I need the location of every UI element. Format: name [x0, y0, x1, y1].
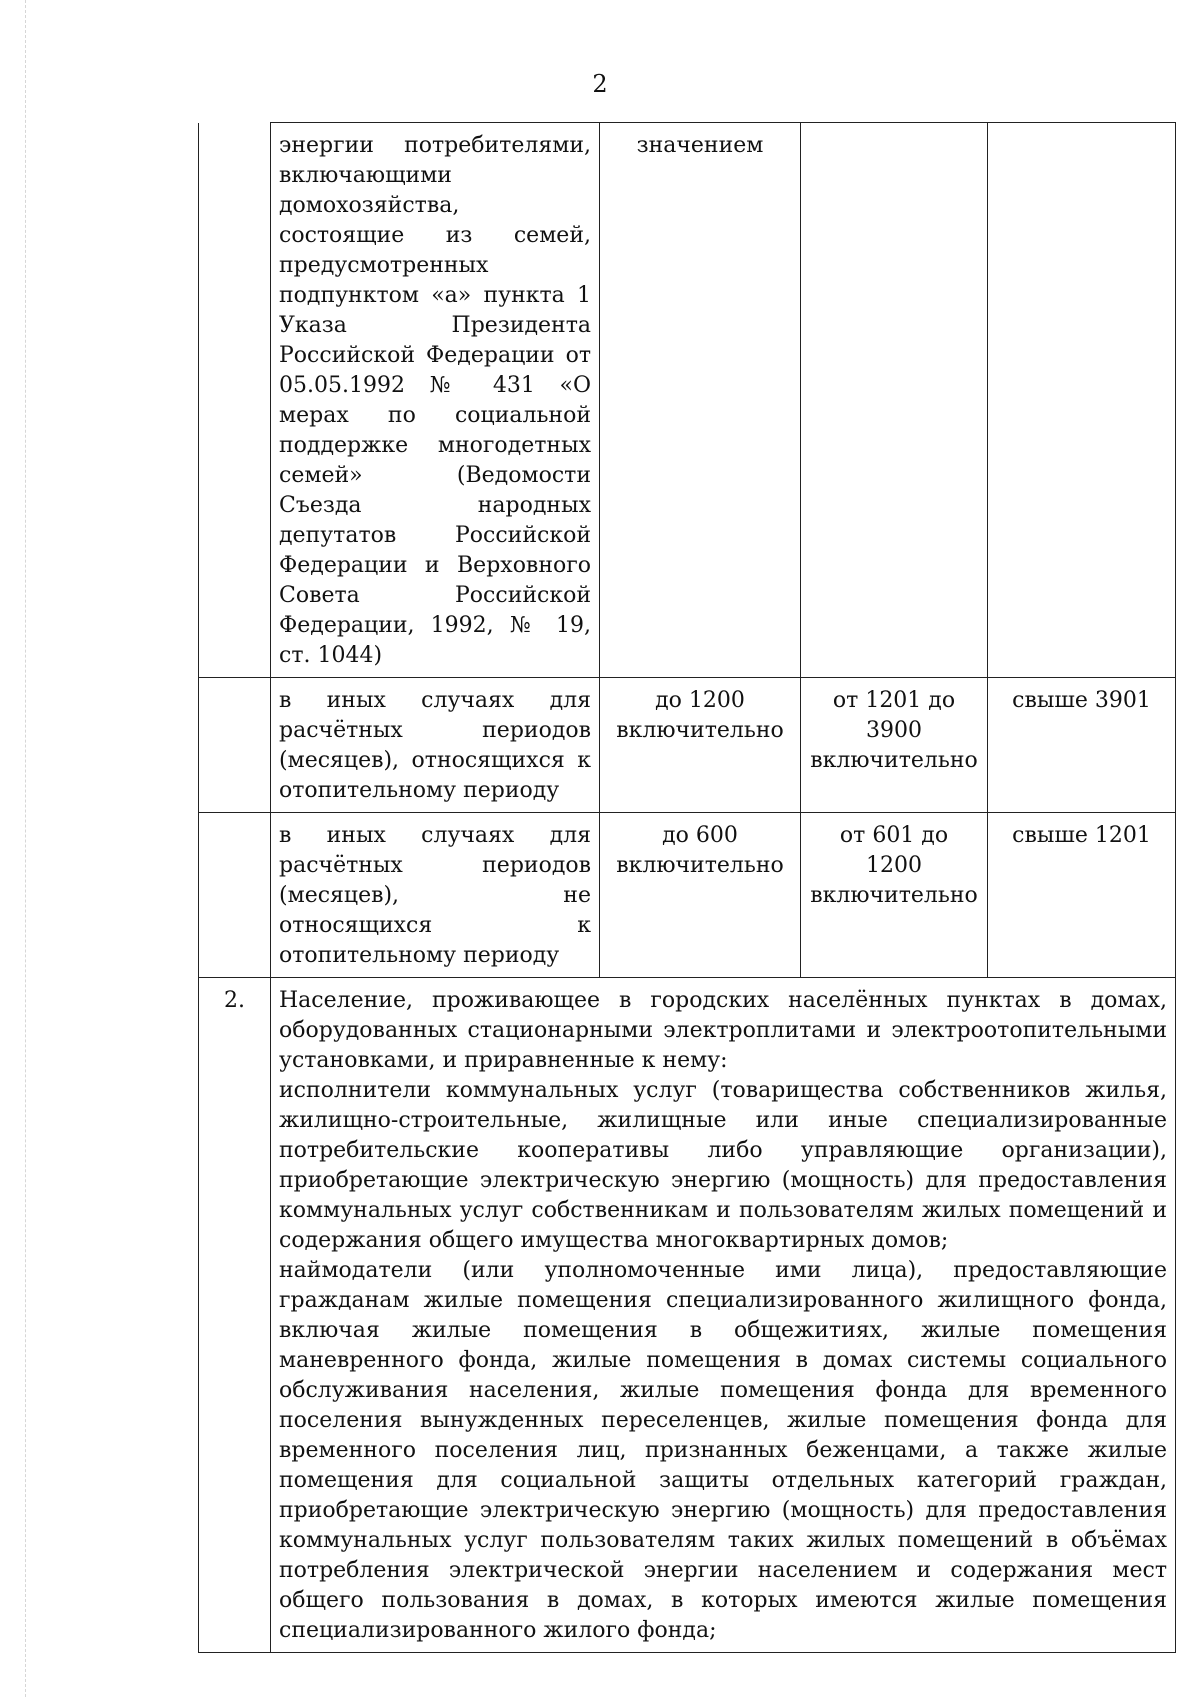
table-row [199, 123, 1176, 678]
value-cell-3 [988, 123, 1176, 678]
value-cell-2 [801, 123, 988, 678]
section-2-paragraph: наймодатели (или уполномоченные ими лица), предоставляющие гражданам жилые помещения специализированного жилищного фонда, включая жилые помещения в общежитиях, жилые помещения маневренного фонда, жилые помещения в домах системы социального обслуживания населения, жилые помещения фонда для временного поселения вынужденных переселенцев, жилые помещения фонда для временного поселения лиц, признанных беженцами, а также жилые помещения для социальной защиты отдельных категорий граждан, приобретающие электрическую энергию (мощность) для предоставления коммунальных услуг пользователям таких жилых помещений в объёмах потребления электрической энергии населением и содержания мест общего пользования в домах, в которых имеются жилые помещения специализированного жилого фонда; [279, 1258, 1167, 1643]
table-row [199, 813, 1176, 978]
description-cell: в иных случаях для расчётных периодов (месяцев), не относящихся к отопительному периоду [271, 813, 600, 978]
section-2-text [271, 978, 1176, 1653]
description-cell: энергии потребителями, включающими домохозяйства, состоящие из семей, предусмотренных подпунктом «а» пункта 1 Указа Президента Российской Федерации от 05.05.1992 № 431 «О мерах по социальной поддержке многодетных семей» (Ведомости Съезда народных депутатов Российской Федерации и Верховного Совета Российской Федерации, 1992, № 19, ст. 1044) [271, 123, 600, 678]
scan-margin-line [25, 0, 26, 1697]
section-number: 2. [199, 978, 271, 1653]
section-2-paragraph: исполнители коммунальных услуг (товарищества собственников жилья, жилищно-строительные, жилищные или иные специализированные потребительские кооперативы либо управляющие организации), приобретающие электрическую энергию (мощность) для предоставления коммунальных услуг собственникам и пользователям жилых помещений и содержания общего имущества многоквартирных домов; [279, 1078, 1167, 1253]
section-2-paragraph: Население, проживающее в городских населённых пунктах в домах, оборудованных стационарными электроплитами и электроотопительными установками, и приравненные к нему: [279, 988, 1167, 1073]
value-cell-1: значением [600, 123, 801, 678]
table-row-section-2 [199, 978, 1176, 1653]
value-cell-2: от 601 до 1200 включительно [801, 813, 988, 978]
value-cell-3: свыше 1201 [988, 813, 1176, 978]
value-cell-3: свыше 3901 [988, 678, 1176, 813]
value-cell-2: от 1201 до 3900 включительно [801, 678, 988, 813]
table-row [199, 678, 1176, 813]
row-number-cell [199, 678, 271, 813]
value-cell-1: до 1200 включительно [600, 678, 801, 813]
row-number-cell [199, 123, 271, 678]
row-number-cell [199, 813, 271, 978]
page-number: 2 [592, 70, 608, 98]
description-cell: в иных случаях для расчётных периодов (месяцев), относящихся к отопительному периоду [271, 678, 600, 813]
tariff-table [198, 122, 1176, 1653]
value-cell-1: до 600 включительно [600, 813, 801, 978]
